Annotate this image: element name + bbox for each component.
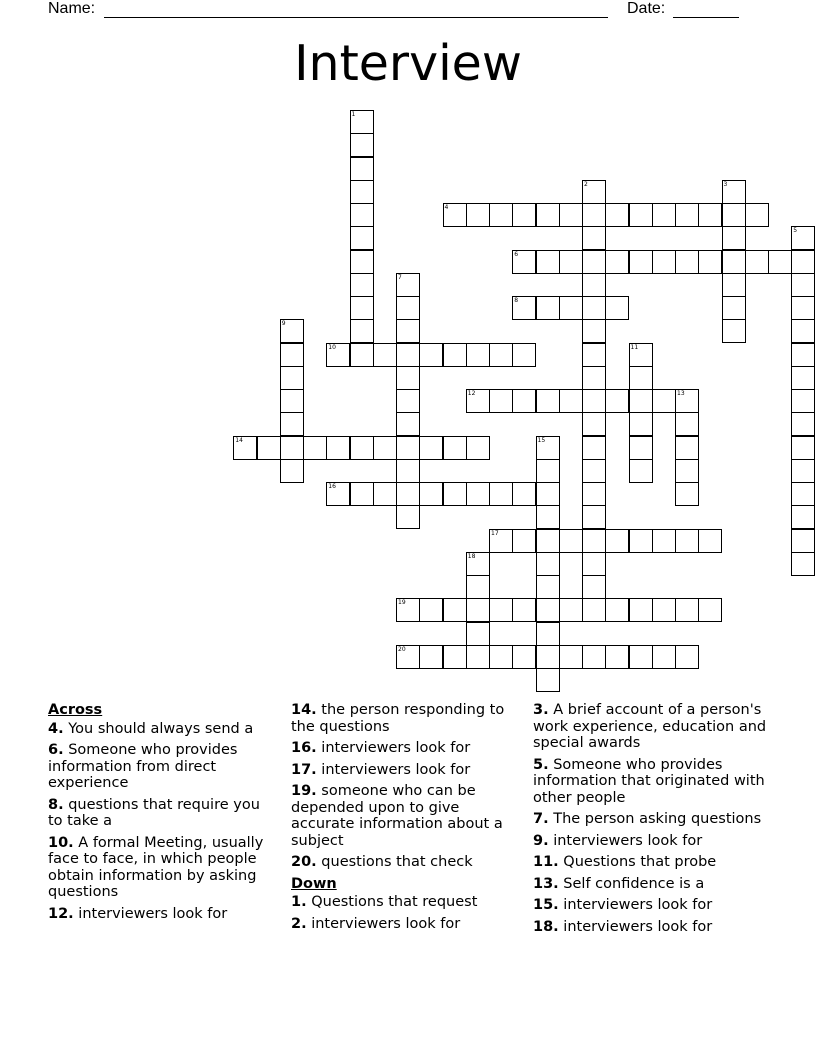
down-clue bbox=[533, 897, 773, 914]
clue-number: 7. bbox=[533, 811, 549, 827]
puzzle-title: Interview bbox=[294, 35, 522, 92]
crossword-cell[interactable] bbox=[512, 343, 536, 367]
cell-number: 12 bbox=[467, 390, 476, 397]
crossword-cell[interactable] bbox=[280, 412, 304, 436]
cell-number: 6 bbox=[514, 250, 519, 258]
clue-text: questions that check bbox=[321, 854, 473, 870]
cell-number: 9 bbox=[281, 320, 286, 328]
crossword-cell[interactable] bbox=[489, 598, 513, 622]
crossword-cell[interactable] bbox=[373, 436, 397, 460]
name-label: Name: bbox=[48, 0, 96, 17]
across-clue bbox=[48, 721, 278, 738]
crossword-cell[interactable] bbox=[396, 343, 420, 367]
crossword-cell[interactable] bbox=[722, 273, 746, 297]
crossword-cell[interactable] bbox=[791, 273, 815, 297]
crossword-cell[interactable] bbox=[326, 436, 350, 460]
cell-number: 8 bbox=[514, 297, 519, 304]
crossword-cell[interactable] bbox=[582, 412, 606, 436]
crossword-cell[interactable] bbox=[582, 505, 606, 529]
across-clue bbox=[48, 797, 278, 830]
clue-number: 11. bbox=[533, 854, 559, 870]
crossword-cell[interactable] bbox=[675, 645, 699, 669]
crossword-cell[interactable] bbox=[466, 343, 490, 367]
clue-number: 19. bbox=[291, 783, 317, 799]
clue-number: 16. bbox=[291, 740, 317, 756]
clue-number: 9. bbox=[533, 832, 549, 849]
crossword-cell[interactable] bbox=[745, 203, 769, 227]
crossword-cell[interactable] bbox=[559, 645, 583, 669]
across-clue bbox=[48, 906, 278, 923]
clue-number: 8. bbox=[48, 796, 64, 813]
clue-number: 12. bbox=[48, 905, 74, 922]
crossword-cell[interactable] bbox=[698, 529, 722, 553]
across-clue bbox=[291, 854, 523, 871]
crossword-cell[interactable] bbox=[675, 203, 699, 227]
crossword-cell[interactable] bbox=[582, 436, 606, 460]
crossword-cell[interactable] bbox=[396, 459, 420, 483]
clue-text: Questions that probe bbox=[563, 854, 717, 870]
crossword-cell[interactable] bbox=[536, 482, 560, 506]
name-blank-line[interactable] bbox=[104, 17, 608, 18]
crossword-cell[interactable] bbox=[582, 645, 606, 669]
cell-number: 4 bbox=[444, 204, 449, 211]
crossword-cell[interactable] bbox=[605, 389, 629, 413]
crossword-cell[interactable] bbox=[396, 389, 420, 413]
cell-number: 1 bbox=[351, 111, 356, 118]
crossword-cell[interactable] bbox=[629, 203, 653, 227]
crossword-cell[interactable] bbox=[559, 598, 583, 622]
crossword-cell[interactable] bbox=[536, 505, 560, 529]
crossword-cell[interactable] bbox=[512, 203, 536, 227]
crossword-cell[interactable] bbox=[280, 343, 304, 367]
crossword-cell[interactable] bbox=[326, 343, 350, 367]
crossword-cell[interactable] bbox=[791, 366, 815, 390]
crossword-cell[interactable] bbox=[791, 529, 815, 553]
crossword-cell[interactable] bbox=[419, 482, 443, 506]
crossword-cell[interactable] bbox=[582, 575, 606, 599]
down-clue bbox=[291, 916, 523, 933]
crossword-cell[interactable] bbox=[675, 412, 699, 436]
crossword-cell[interactable] bbox=[443, 436, 467, 460]
crossword-cell[interactable] bbox=[698, 203, 722, 227]
across-heading: Across bbox=[48, 702, 103, 718]
clue-text: Self confidence is a bbox=[563, 875, 705, 892]
across-clue bbox=[291, 762, 523, 779]
clue-text: someone who can be depended upon to give accurate information about a subject bbox=[291, 783, 503, 849]
crossword-cell[interactable] bbox=[512, 482, 536, 506]
crossword-cell[interactable] bbox=[512, 296, 536, 320]
crossword-cell[interactable] bbox=[396, 482, 420, 506]
cell-number: 17 bbox=[491, 529, 499, 537]
clue-text: interviewers look for bbox=[321, 761, 471, 778]
crossword-cell[interactable] bbox=[280, 459, 304, 483]
crossword-cell[interactable] bbox=[419, 343, 443, 367]
crossword-cell[interactable] bbox=[512, 598, 536, 622]
clue-text: interviewers look for bbox=[78, 905, 228, 922]
crossword-cell[interactable] bbox=[698, 598, 722, 622]
crossword-cell[interactable] bbox=[582, 180, 606, 204]
crossword-cell[interactable] bbox=[466, 389, 490, 413]
crossword-cell[interactable] bbox=[512, 645, 536, 669]
crossword-cell[interactable] bbox=[536, 645, 560, 669]
clue-text: interviewers look for bbox=[563, 897, 713, 913]
crossword-cell[interactable] bbox=[791, 459, 815, 483]
across-clue bbox=[48, 835, 278, 901]
crossword-cell[interactable] bbox=[466, 598, 490, 622]
crossword-cell[interactable] bbox=[791, 226, 815, 250]
crossword-cell[interactable] bbox=[489, 343, 513, 367]
crossword-cell[interactable] bbox=[791, 505, 815, 529]
crossword-cell[interactable] bbox=[675, 529, 699, 553]
crossword-cell[interactable] bbox=[396, 296, 420, 320]
crossword-cell[interactable] bbox=[396, 505, 420, 529]
crossword-cell[interactable] bbox=[698, 250, 722, 274]
crossword-cell[interactable] bbox=[582, 319, 606, 343]
crossword-cell[interactable] bbox=[536, 389, 560, 413]
crossword-cell[interactable] bbox=[466, 552, 490, 576]
crossword-cell[interactable] bbox=[396, 645, 420, 669]
crossword-cell[interactable] bbox=[675, 436, 699, 460]
crossword-cell[interactable] bbox=[629, 389, 653, 413]
crossword-cell[interactable] bbox=[466, 482, 490, 506]
cell-number: 20 bbox=[398, 645, 406, 653]
crossword-cell[interactable] bbox=[559, 389, 583, 413]
crossword-cell[interactable] bbox=[605, 250, 629, 274]
crossword-cell[interactable] bbox=[419, 598, 443, 622]
crossword-cell[interactable] bbox=[582, 366, 606, 390]
crossword-cell[interactable] bbox=[233, 436, 257, 460]
crossword-cell[interactable] bbox=[791, 250, 815, 274]
crossword-cell[interactable] bbox=[582, 343, 606, 367]
down-clue bbox=[533, 876, 773, 893]
crossword-cell[interactable] bbox=[582, 529, 606, 553]
crossword-cell[interactable] bbox=[582, 459, 606, 483]
cell-number: 18 bbox=[467, 552, 476, 560]
crossword-cell[interactable] bbox=[350, 296, 374, 320]
crossword-cell[interactable] bbox=[350, 203, 374, 227]
crossword-cell[interactable] bbox=[396, 273, 420, 297]
across-clue bbox=[291, 783, 523, 849]
crossword-cell[interactable] bbox=[559, 296, 583, 320]
crossword-cell[interactable] bbox=[489, 482, 513, 506]
crossword-cell[interactable] bbox=[629, 412, 653, 436]
clue-text: interviewers look for bbox=[321, 740, 471, 756]
down-clue bbox=[291, 894, 523, 911]
crossword-cell[interactable] bbox=[559, 203, 583, 227]
clue-number: 20. bbox=[291, 854, 317, 870]
crossword-cell[interactable] bbox=[675, 389, 699, 413]
across-clue bbox=[48, 742, 278, 792]
crossword-cell[interactable] bbox=[536, 459, 560, 483]
crossword-cell[interactable] bbox=[257, 436, 281, 460]
crossword-cell[interactable] bbox=[652, 598, 676, 622]
crossword-cell[interactable] bbox=[536, 436, 560, 460]
crossword-cell[interactable] bbox=[582, 552, 606, 576]
crossword-cell[interactable] bbox=[536, 668, 560, 692]
crossword-cell[interactable] bbox=[350, 273, 374, 297]
down-clue bbox=[533, 833, 773, 850]
across-clue bbox=[291, 702, 523, 735]
crossword-cell[interactable] bbox=[350, 180, 374, 204]
crossword-cell[interactable] bbox=[443, 343, 467, 367]
crossword-cell[interactable] bbox=[489, 389, 513, 413]
clue-number: 18. bbox=[533, 918, 559, 935]
clue-number: 6. bbox=[48, 742, 64, 758]
clue-text: Someone who provides information that originated with other people bbox=[533, 756, 765, 806]
crossword-cell[interactable] bbox=[605, 645, 629, 669]
clue-column-3 bbox=[533, 702, 773, 940]
down-clue bbox=[533, 757, 773, 807]
crossword-cell[interactable] bbox=[722, 226, 746, 250]
crossword-cell[interactable] bbox=[722, 319, 746, 343]
crossword-cell[interactable] bbox=[605, 296, 629, 320]
clue-text: The person asking questions bbox=[553, 811, 762, 827]
cell-number: 19 bbox=[398, 599, 406, 607]
cell-number: 15 bbox=[537, 436, 546, 444]
crossword-cell[interactable] bbox=[350, 157, 374, 181]
crossword-cell[interactable] bbox=[466, 622, 490, 646]
crossword-cell[interactable] bbox=[419, 436, 443, 460]
crossword-cell[interactable] bbox=[768, 250, 792, 274]
crossword-cell[interactable] bbox=[791, 412, 815, 436]
crossword-cell[interactable] bbox=[675, 459, 699, 483]
crossword-cell[interactable] bbox=[350, 436, 374, 460]
crossword-cell[interactable] bbox=[512, 389, 536, 413]
crossword-cell[interactable] bbox=[536, 598, 560, 622]
clue-column-1 bbox=[48, 702, 278, 927]
date-label: Date: bbox=[627, 0, 666, 17]
crossword-cell[interactable] bbox=[373, 343, 397, 367]
clue-text: interviewers look for bbox=[553, 832, 703, 849]
crossword-cell[interactable] bbox=[582, 273, 606, 297]
crossword-cell[interactable] bbox=[489, 203, 513, 227]
crossword-cell[interactable] bbox=[350, 482, 374, 506]
crossword-cell[interactable] bbox=[350, 343, 374, 367]
crossword-cell[interactable] bbox=[350, 133, 374, 157]
cell-number: 10 bbox=[328, 343, 336, 351]
crossword-cell[interactable] bbox=[559, 250, 583, 274]
crossword-cell[interactable] bbox=[303, 436, 327, 460]
crossword-cell[interactable] bbox=[652, 529, 676, 553]
crossword-cell[interactable] bbox=[791, 343, 815, 367]
clue-number: 3. bbox=[533, 702, 549, 718]
crossword-cell[interactable] bbox=[652, 250, 676, 274]
crossword-cell[interactable] bbox=[629, 459, 653, 483]
clue-column-2 bbox=[291, 702, 523, 937]
crossword-cell[interactable] bbox=[582, 296, 606, 320]
crossword-cell[interactable] bbox=[443, 598, 467, 622]
down-clue bbox=[533, 811, 773, 828]
crossword-cell[interactable] bbox=[791, 482, 815, 506]
crossword-cell[interactable] bbox=[605, 203, 629, 227]
clue-text: Questions that request bbox=[311, 894, 478, 910]
crossword-cell[interactable] bbox=[582, 203, 606, 227]
crossword-cell[interactable] bbox=[605, 529, 629, 553]
crossword-cell[interactable] bbox=[536, 250, 560, 274]
crossword-cell[interactable] bbox=[443, 482, 467, 506]
clue-text: questions that require you to take a bbox=[48, 796, 260, 829]
crossword-cell[interactable] bbox=[559, 529, 583, 553]
clue-number: 1. bbox=[291, 894, 307, 910]
crossword-cell[interactable] bbox=[629, 250, 653, 274]
crossword-cell[interactable] bbox=[280, 366, 304, 390]
crossword-cell[interactable] bbox=[652, 389, 676, 413]
crossword-cell[interactable] bbox=[396, 436, 420, 460]
crossword-cell[interactable] bbox=[373, 482, 397, 506]
cell-number: 3 bbox=[723, 180, 728, 188]
crossword-cell[interactable] bbox=[466, 575, 490, 599]
cell-number: 13 bbox=[677, 390, 685, 397]
cell-number: 16 bbox=[328, 483, 336, 490]
crossword-cell[interactable] bbox=[396, 412, 420, 436]
clue-number: 4. bbox=[48, 720, 64, 737]
crossword-cell[interactable] bbox=[512, 529, 536, 553]
clue-number: 13. bbox=[533, 875, 559, 892]
crossword-cell[interactable] bbox=[791, 389, 815, 413]
crossword-cell[interactable] bbox=[722, 180, 746, 204]
crossword-cell[interactable] bbox=[512, 250, 536, 274]
clue-number: 5. bbox=[533, 756, 549, 773]
crossword-cell[interactable] bbox=[605, 598, 629, 622]
crossword-cell[interactable] bbox=[489, 645, 513, 669]
clue-text: the person responding to the questions bbox=[291, 702, 505, 735]
cell-number: 7 bbox=[398, 273, 402, 281]
crossword-cell[interactable] bbox=[536, 552, 560, 576]
clue-number: 2. bbox=[291, 915, 307, 932]
crossword-cell[interactable] bbox=[280, 319, 304, 343]
crossword-cell[interactable] bbox=[675, 598, 699, 622]
crossword-cell[interactable] bbox=[629, 436, 653, 460]
clue-number: 15. bbox=[533, 897, 559, 913]
crossword-cell[interactable] bbox=[466, 203, 490, 227]
crossword-cell[interactable] bbox=[466, 645, 490, 669]
crossword-cell[interactable] bbox=[350, 319, 374, 343]
crossword-cell[interactable] bbox=[629, 343, 653, 367]
crossword-cell[interactable] bbox=[791, 319, 815, 343]
crossword-cell[interactable] bbox=[396, 366, 420, 390]
date-blank-line[interactable] bbox=[673, 17, 739, 18]
crossword-cell[interactable] bbox=[536, 296, 560, 320]
crossword-cell[interactable] bbox=[396, 319, 420, 343]
crossword-cell[interactable] bbox=[745, 250, 769, 274]
crossword-cell[interactable] bbox=[582, 250, 606, 274]
clue-number: 17. bbox=[291, 761, 317, 778]
crossword-cell[interactable] bbox=[582, 482, 606, 506]
crossword-cell[interactable] bbox=[582, 389, 606, 413]
crossword-cell[interactable] bbox=[350, 110, 374, 134]
crossword-cell[interactable] bbox=[652, 203, 676, 227]
crossword-cell[interactable] bbox=[443, 645, 467, 669]
cell-number: 5 bbox=[793, 227, 798, 235]
clue-number: 10. bbox=[48, 834, 74, 851]
cell-number: 11 bbox=[630, 343, 639, 351]
crossword-cell[interactable] bbox=[280, 389, 304, 413]
crossword-cell[interactable] bbox=[582, 598, 606, 622]
crossword-cell[interactable] bbox=[536, 203, 560, 227]
down-clue bbox=[533, 702, 773, 752]
crossword-cell[interactable] bbox=[791, 436, 815, 460]
crossword-cell[interactable] bbox=[722, 250, 746, 274]
crossword-cell[interactable] bbox=[326, 482, 350, 506]
down-clue bbox=[533, 854, 773, 871]
crossword-cell[interactable] bbox=[652, 645, 676, 669]
crossword-cell[interactable] bbox=[536, 575, 560, 599]
crossword-cell[interactable] bbox=[350, 250, 374, 274]
crossword-cell[interactable] bbox=[582, 226, 606, 250]
crossword-cell[interactable] bbox=[791, 296, 815, 320]
clue-text: interviewers look for bbox=[311, 915, 461, 932]
clue-number: 14. bbox=[291, 702, 317, 718]
crossword-cell[interactable] bbox=[536, 622, 560, 646]
crossword-cell[interactable] bbox=[350, 226, 374, 250]
cell-number: 2 bbox=[584, 180, 588, 188]
crossword-cell[interactable] bbox=[629, 598, 653, 622]
clue-text: You should always send a bbox=[68, 720, 254, 737]
crossword-cell[interactable] bbox=[419, 645, 443, 669]
down-clue bbox=[533, 919, 773, 936]
crossword-cell[interactable] bbox=[722, 203, 746, 227]
cell-number: 14 bbox=[235, 436, 243, 444]
crossword-cell[interactable] bbox=[489, 529, 513, 553]
crossword-cell[interactable] bbox=[629, 645, 653, 669]
clue-text: Someone who provides information from direct experience bbox=[48, 742, 238, 791]
crossword-cell[interactable] bbox=[443, 203, 467, 227]
clue-text: A formal Meeting, usually face to face, in which people obtain information by asking questions bbox=[48, 834, 264, 900]
crossword-cell[interactable] bbox=[722, 296, 746, 320]
crossword-cell[interactable] bbox=[396, 598, 420, 622]
crossword-cell[interactable] bbox=[629, 529, 653, 553]
crossword-cell[interactable] bbox=[675, 250, 699, 274]
clue-text: interviewers look for bbox=[563, 918, 713, 935]
crossword-cell[interactable] bbox=[280, 436, 304, 460]
clue-text: A brief account of a person's work experience, education and special awards bbox=[533, 702, 767, 751]
crossword-cell[interactable] bbox=[536, 529, 560, 553]
crossword-cell[interactable] bbox=[466, 436, 490, 460]
crossword-cell[interactable] bbox=[791, 552, 815, 576]
crossword-cell[interactable] bbox=[675, 482, 699, 506]
down-heading: Down bbox=[291, 875, 337, 892]
across-clue bbox=[291, 740, 523, 757]
crossword-cell[interactable] bbox=[629, 366, 653, 390]
